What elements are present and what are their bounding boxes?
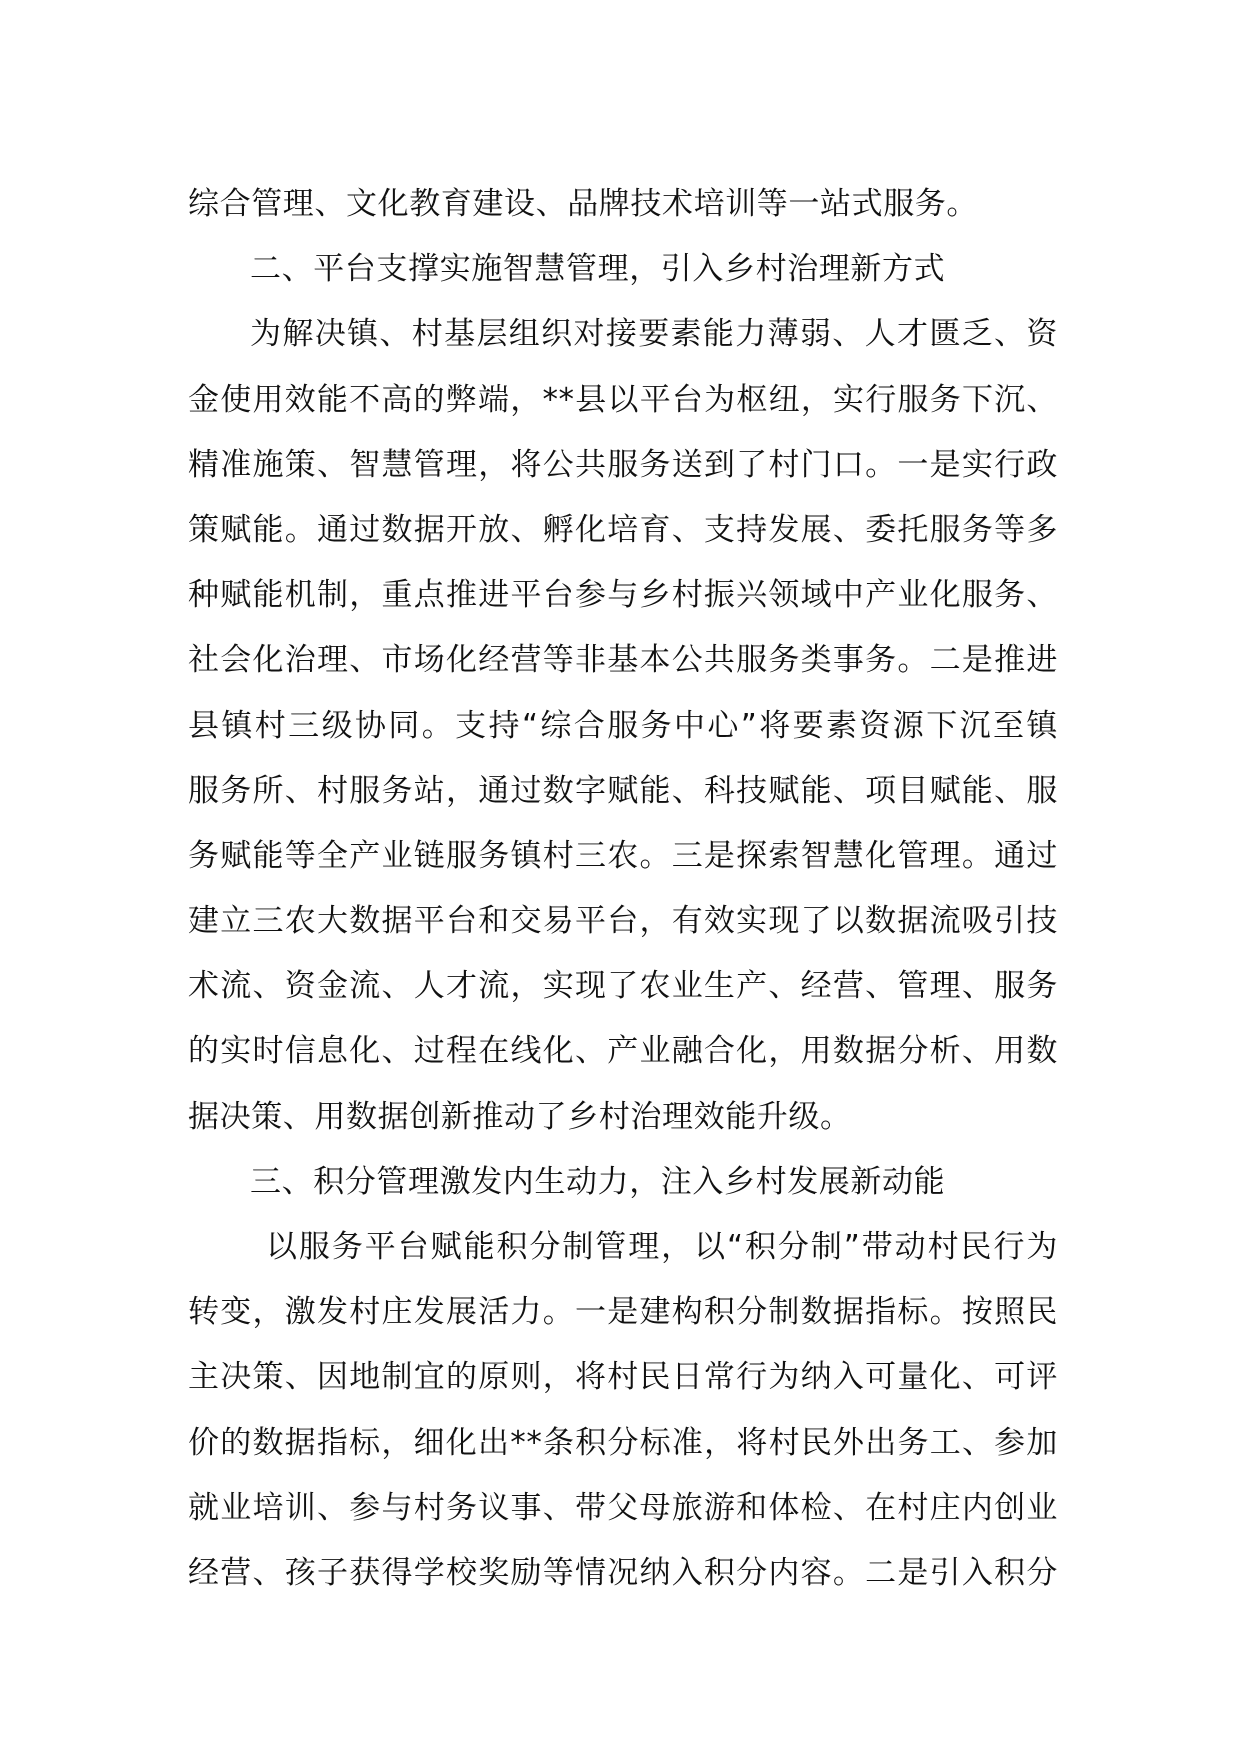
text-line: 为解决镇、村基层组织对接要素能力薄弱、人才匮乏、资 — [250, 316, 1058, 353]
text-line: 种赋能机制，重点推进平台参与乡村振兴领域中产业化服务、 — [188, 577, 1058, 614]
text-line: 策赋能。通过数据开放、孵化培育、支持发展、委托服务等多 — [188, 511, 1058, 548]
text-line: 就业培训、参与村务议事、带父母旅游和体检、在村庄内创业 — [188, 1489, 1058, 1526]
document-body — [188, 172, 1058, 1606]
text-line: 价的数据指标，细化出**条积分标准，将村民外出务工、参加 — [188, 1424, 1058, 1461]
text-line: 县镇村三级协同。支持“综合服务中心”将要素资源下沉至镇 — [188, 707, 1058, 744]
text-line: 转变，激发村庄发展活力。一是建构积分制数据指标。按照民 — [188, 1294, 1058, 1331]
text-line: 术流、资金流、人才流，实现了农业生产、经营、管理、服务 — [188, 968, 1058, 1005]
text-line: 以服务平台赋能积分制管理，以“积分制”带动村民行为 — [266, 1229, 1058, 1265]
text-line: 服务所、村服务站，通过数字赋能、科技赋能、项目赋能、服 — [188, 772, 1058, 809]
text-line: 的实时信息化、过程在线化、产业融合化，用数据分析、用数 — [188, 1033, 1058, 1070]
text-line: 务赋能等全产业链服务镇村三农。三是探索智慧化管理。通过 — [188, 837, 1058, 874]
text-line: 经营、孩子获得学校奖励等情况纳入积分内容。二是引入积分 — [188, 1554, 1058, 1591]
text-line: 据决策、用数据创新推动了乡村治理效能升级。 — [188, 1098, 852, 1135]
text-line: 社会化治理、市场化经营等非基本公共服务类事务。二是推进 — [188, 642, 1058, 679]
text-line: 综合管理、文化教育建设、品牌技术培训等一站式服务。 — [188, 186, 978, 222]
section-heading: 三、积分管理激发内生动力，注入乡村发展新动能 — [250, 1163, 946, 1200]
text-line: 主决策、因地制宜的原则，将村民日常行为纳入可量化、可评 — [188, 1359, 1058, 1396]
section-heading: 二、平台支撑实施智慧管理，引入乡村治理新方式 — [250, 251, 946, 288]
text-line: 金使用效能不高的弊端，**县以平台为枢纽，实行服务下沉、 — [188, 381, 1058, 418]
text-line: 精准施策、智慧管理，将公共服务送到了村门口。一是实行政 — [188, 446, 1058, 483]
text-line: 建立三农大数据平台和交易平台，有效实现了以数据流吸引技 — [188, 903, 1058, 940]
